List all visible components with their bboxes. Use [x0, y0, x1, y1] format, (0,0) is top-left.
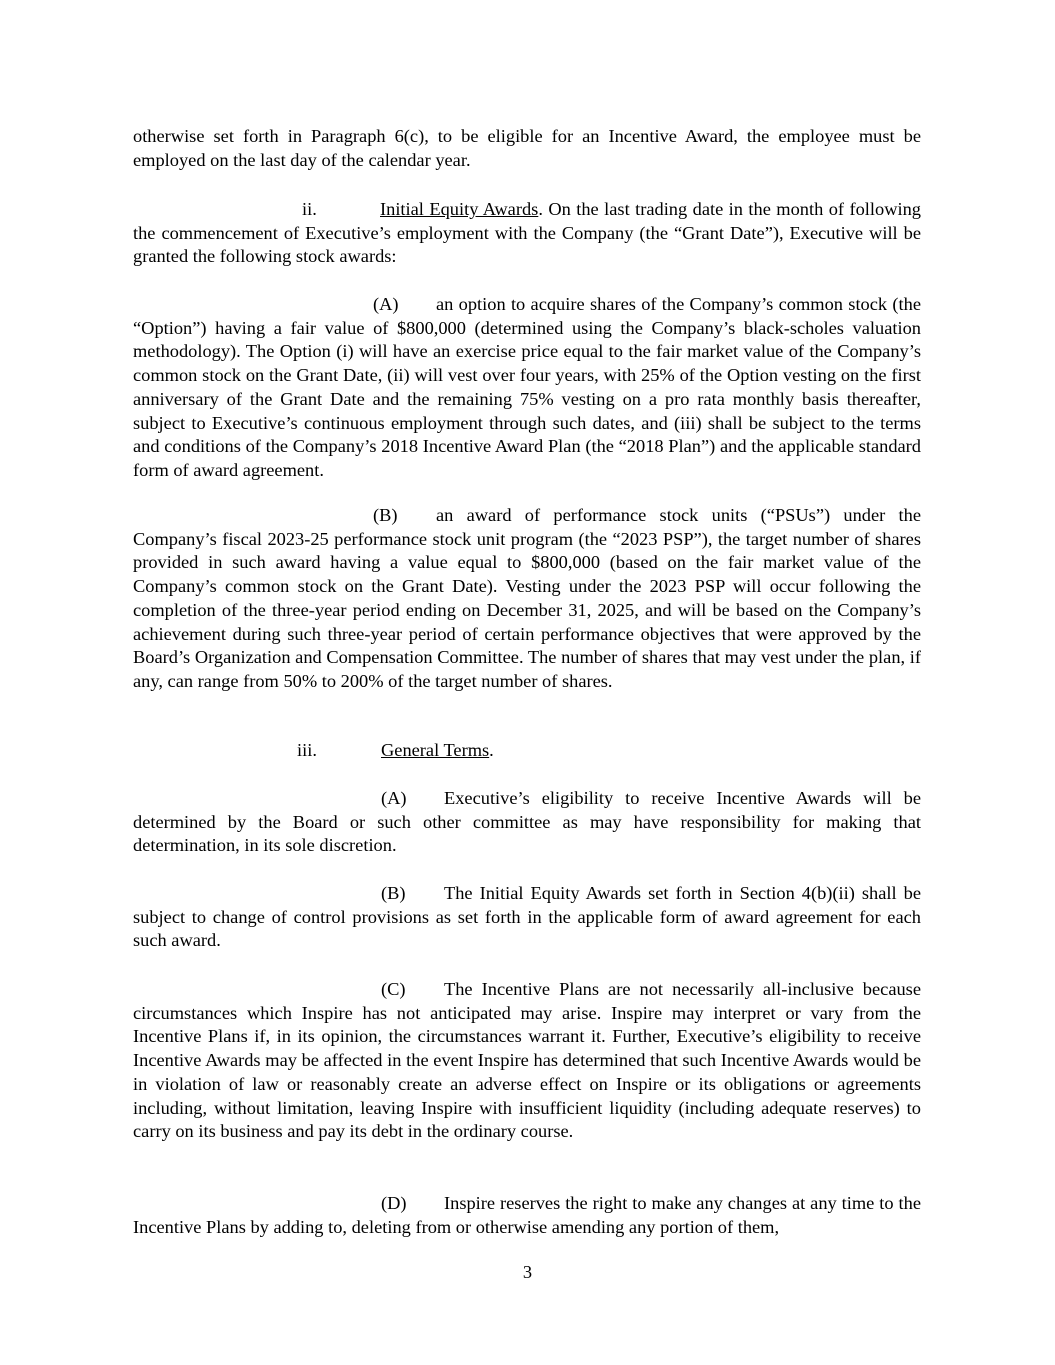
section-marker: iii. [297, 740, 317, 760]
paragraph-text: Inspire reserves the right to make any changes at any time to the Incentive Plans by adding to, deleting from or otherwise amending any portion of them, [133, 1193, 921, 1237]
page-number: 3 [522, 1262, 533, 1282]
paragraph-text: an award of performance stock units (“PSUs”) under the Company’s fiscal 2023-25 performance stock unit program (the “2023 PSP”), the target number of shares provided in such award having a value equal to $800,000 (based on the fair market value of the Company’s common stock on the Grant Date). Vesting under the 2023 PSP will occur following the completion of the three-year period ending on December 31, 2025, and will be based on the Company’s achievement during such three-year period of certain performance objectives that were approved by the Board’s Organization and Compensation Committee. The number of shares that may vest under the plan, if any, can range from 50% to 200% of the target number of shares. [133, 505, 921, 691]
clause-marker: (A) [373, 294, 399, 314]
clause-marker: (A) [381, 788, 407, 808]
clause-marker: (B) [381, 883, 406, 903]
paragraph-text: Executive’s eligibility to receive Incentive Awards will be determined by the Board or such other committee as may have responsibility for making that determination, in its sole discretion. [133, 788, 921, 856]
clause-iii-c-incentive-plans [133, 978, 921, 1144]
clause-iii-b-change-of-control [133, 882, 921, 953]
clause-iii-d-reserved-rights [133, 1192, 921, 1239]
section-marker: ii. [302, 199, 317, 219]
clause-marker: (D) [381, 1193, 407, 1213]
section-iii-general-terms [297, 739, 494, 763]
paragraph-text: The Incentive Plans are not necessarily all-inclusive because circumstances which Inspire has not anticipated may arise. Inspire may interpret or vary from the Incentive Plans if, in its opinion, the circumstances warrant it. Further, Executive’s eligibility to receive Incentive Awards may be affected in the event Inspire has determined that such Incentive Awards would be in violation of law or reasonably create an adverse effect on Inspire or its obligations or agreements including, without limitation, leaving Inspire with insufficient liquidity (including adequate reserves) to carry on its business and pay its debt in the ordinary course. [133, 979, 921, 1142]
clause-iii-a-eligibility [133, 787, 921, 858]
paragraph-eligibility-continued [133, 125, 921, 172]
paragraph-text: an option to acquire shares of the Company’s common stock (the “Option”) having a fair value of $800,000 (determined using the Company’s black-scholes valuation methodology). The Option (i) will have an exercise price equal to the fair market value of the Company’s common stock on the Grant Date, (ii) will vest over four years, with 25% of the Option vesting on the first anniversary of the Grant Date and the remaining 75% vesting on a pro rata monthly basis thereafter, subject to Executive’s continuous employment through such dates, and (iii) shall be subject to the terms and conditions of the Company’s 2018 Incentive Award Plan (the “2018 Plan”) and the applicable standard form of award agreement. [133, 294, 921, 480]
clause-ii-a-option [133, 293, 921, 483]
section-heading: Initial Equity Awards [380, 199, 539, 219]
paragraph-text: . On the last trading date in the month of following the commencement of Executive’s employment with the Company (the “Grant Date”), Executive will be granted the following stock awards: [133, 199, 921, 267]
clause-marker: (C) [381, 979, 406, 999]
paragraph-text: The Initial Equity Awards set forth in Section 4(b)(ii) shall be subject to change of control provisions as set forth in the applicable form of award agreement for each such award. [133, 883, 921, 951]
clause-ii-b-psus [133, 504, 921, 694]
section-ii-initial-equity-awards [133, 198, 921, 269]
paragraph-text: otherwise set forth in Paragraph 6(c), to be eligible for an Incentive Award, the employee must be employed on the last day of the calendar year. [133, 126, 921, 170]
section-heading: General Terms [381, 740, 490, 760]
clause-marker: (B) [373, 505, 398, 525]
heading-tail: . [489, 740, 494, 760]
